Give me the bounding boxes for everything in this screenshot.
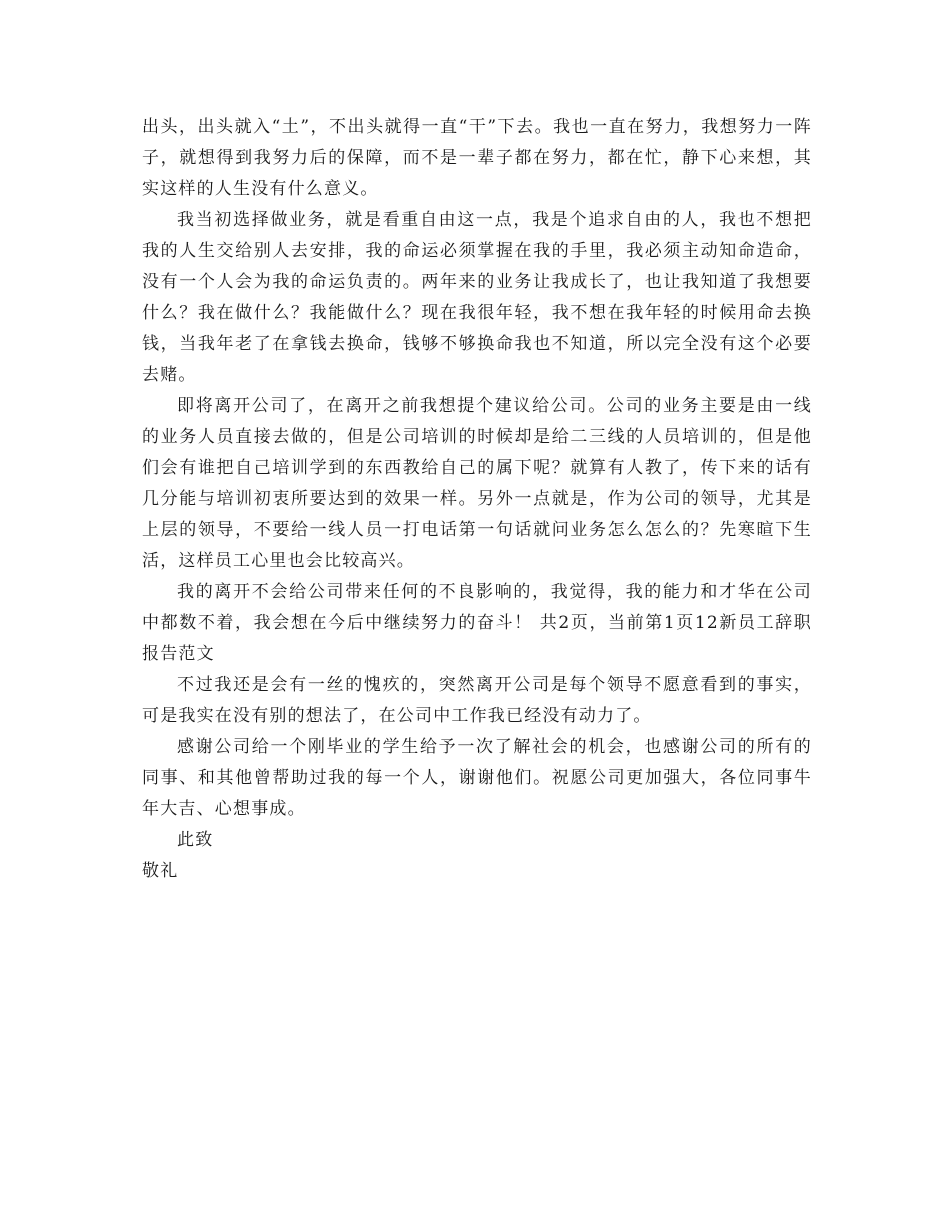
paragraph-suggestion: 即将离开公司了，在离开之前我想提个建议给公司。公司的业务主要是由一线的业务人员直接去做的，但是公司培训的时候却是给二三线的人员培训的，但是他们会有谁把自己培训学到的东西教给自己的属下呢？就算有人教了，传下来的话有几分能与培训初衷所要达到的效果一样。另外一点就是，作为公司的领导，尤其是上层的领导，不要给一线人员一打电话第一句话就问业务怎么怎么的？先寒暄下生活，这样员工心里也会比较高兴。 [142,396,812,571]
paragraph-thanks: 感谢公司给一个刚毕业的学生给予一次了解社会的机会，也感谢公司的所有的同事、和其他曾帮助过我的每一个人，谢谢他们。祝愿公司更加强大，各位同事牛年大吉、心想事成。 [142,737,812,819]
document-body [142,112,812,887]
paragraph-regret: 不过我还是会有一丝的愧疚的，突然离开公司是每个领导不愿意看到的事实，可是我实在没有别的想法了，在公司中工作我已经没有动力了。 [142,675,812,726]
paragraph-choice: 我当初选择做业务，就是看重自由这一点，我是个追求自由的人，我也不想把我的人生交给别人去安排，我的命运必须掌握在我的手里，我必须主动知命造命，没有一个人会为我的命运负责的。两年来的业务让我成长了，也让我知道了我想要什么？我在做什么？我能做什么？现在我很年轻，我不想在我年轻的时候用命去换钱，当我年老了在拿钱去换命，钱够不够换命我也不知道，所以完全没有这个必要去赌。 [142,210,812,385]
closing-salutation: 此致 [177,830,214,850]
paragraph-departure: 我的离开不会给公司带来任何的不良影响的，我觉得，我的能力和才华在公司中都数不着，我会想在今后中继续努力的奋斗！ 共2页，当前第1页12新员工辞职报告范文 [142,582,812,664]
paragraph-continuation: 出头，出头就入“土”，不出头就得一直“干”下去。我也一直在努力，我想努力一阵子，就想得到我努力后的保障，而不是一辈子都在努力，都在忙，静下心来想，其实这样的人生没有什么意义。 [142,117,812,199]
closing-regards: 敬礼 [142,861,179,881]
